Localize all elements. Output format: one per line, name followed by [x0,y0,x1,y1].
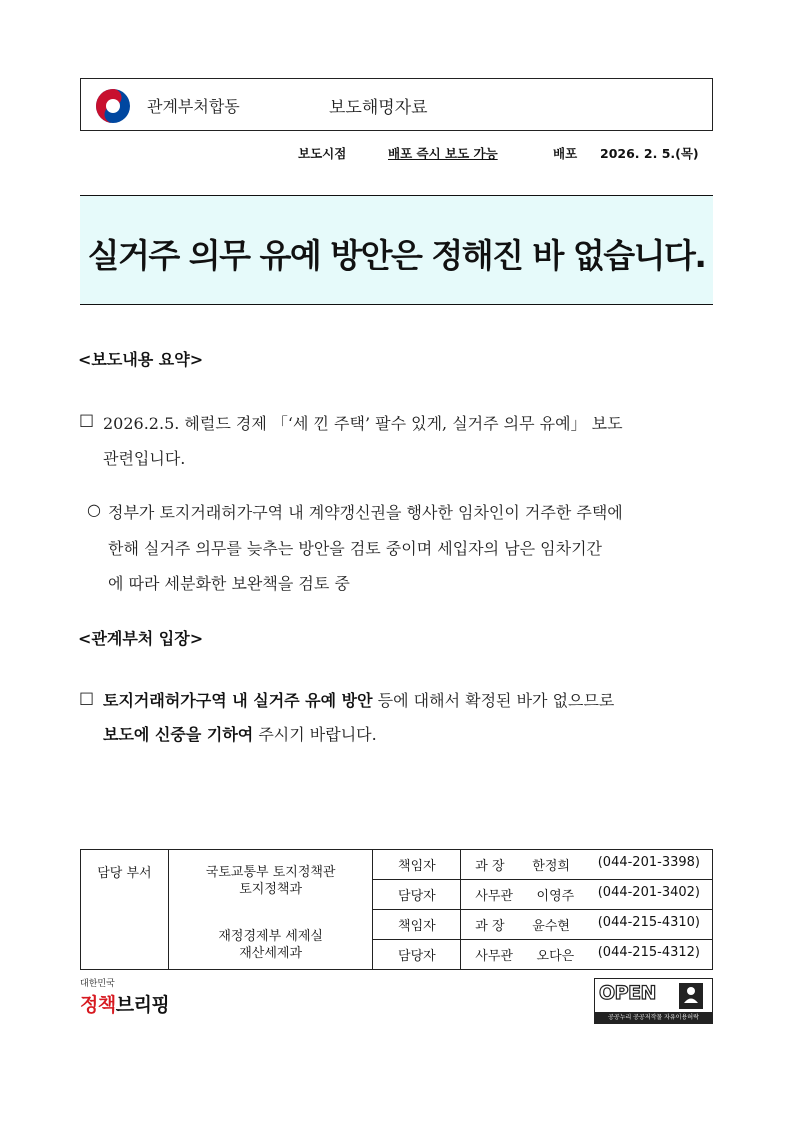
distribution-label: 배포 [553,146,578,161]
header-box [80,78,713,131]
summary-item-line2: 관련입니다. [103,449,186,468]
contact-phone: (044-201-3398) [597,855,700,870]
contact-name: 오다은 [536,949,575,964]
contact-info [461,940,713,970]
open-badge-text: OPEN [599,982,656,1004]
position-heading: <관계부처 입장> [78,629,204,648]
contact-role: 책임자 [373,850,461,880]
contact-title: 사무관 [475,949,513,964]
org-name: 관계부처합동 [147,97,240,116]
release-time-value: 배포 즉시 보도 가능 [388,146,498,161]
contact-role: 담당자 [373,880,461,910]
summary-sub-line2: 한해 실거주 의무를 늦추는 방안을 검토 중이며 세입자의 남은 임차기간 [108,539,602,558]
contact-phone: (044-215-4312) [597,945,700,960]
contact-name: 이영주 [536,889,575,904]
summary-item-marker: □ [79,410,95,429]
open-badge-caption: 공공누리 공공저작물 자유이용허락 [595,1012,712,1023]
contact-info [461,880,713,910]
open-license-badge [594,978,713,1024]
page-title: 실거주 의무 유예 방안은 정해진 바 없습니다. [87,236,706,275]
org2-line2: 재산세제과 [239,946,303,961]
doc-type: 보도해명자료 [329,98,428,118]
briefing-logo-black-part: 브리핑 [115,994,170,1016]
contact-title: 사무관 [475,889,513,904]
open-person-icon [679,983,703,1009]
position-bold-text2: 보도에 신중을 기하여 [103,725,254,744]
dept-header: 담당 부서 [81,850,169,970]
contact-role: 담당자 [373,940,461,970]
position-bold-text1: 토지거래허가구역 내 실거주 유예 방안 [103,691,373,710]
distribution-date: 2026. 2. 5.(목) [600,146,699,161]
summary-heading: <보도내용 요약> [78,350,204,369]
contact-info [461,910,713,940]
release-time-label: 보도시점 [298,146,347,161]
summary-sub-line3: 에 따라 세분화한 보완책을 검토 중 [108,574,350,593]
position-text2: 주시기 바랍니다. [253,725,377,744]
contact-info [461,850,713,880]
summary-item-line1: 2026.2.5. 헤럴드 경제 「‘세 낀 주택’ 팔수 있게, 실거주 의무 유예」 보도 [103,414,623,433]
contact-role: 책임자 [373,910,461,940]
briefing-logo-main-text [80,990,169,1017]
title-band [80,195,713,305]
contact-phone: (044-201-3402) [597,885,700,900]
summary-sub-marker: ○ [87,500,101,519]
org1-line1: 국토교통부 토지정책관 [205,865,336,880]
taegeuk-emblem-icon [95,88,131,124]
contact-name: 윤수현 [532,919,570,934]
contacts-table [80,849,713,970]
policy-briefing-logo [80,976,169,1017]
contact-title: 과 장 [475,859,505,874]
summary-sub-line1: 정부가 토지거래허가구역 내 계약갱신권을 행사한 임차인이 거주한 주택에 [108,503,623,522]
contact-phone: (044-215-4310) [597,915,700,930]
briefing-logo-small-text: 대한민국 [80,979,115,989]
org2-line1: 재정경제부 세제실 [218,929,323,944]
org-cell [168,850,373,970]
position-item-marker: □ [79,688,95,707]
table-row [81,850,713,880]
org1-line2: 토지정책과 [239,882,303,897]
contact-name: 한정희 [532,859,570,874]
contact-title: 과 장 [475,919,505,934]
position-text1: 등에 대해서 확정된 바가 없으므로 [372,691,615,710]
briefing-logo-red-part: 정책 [80,994,116,1016]
